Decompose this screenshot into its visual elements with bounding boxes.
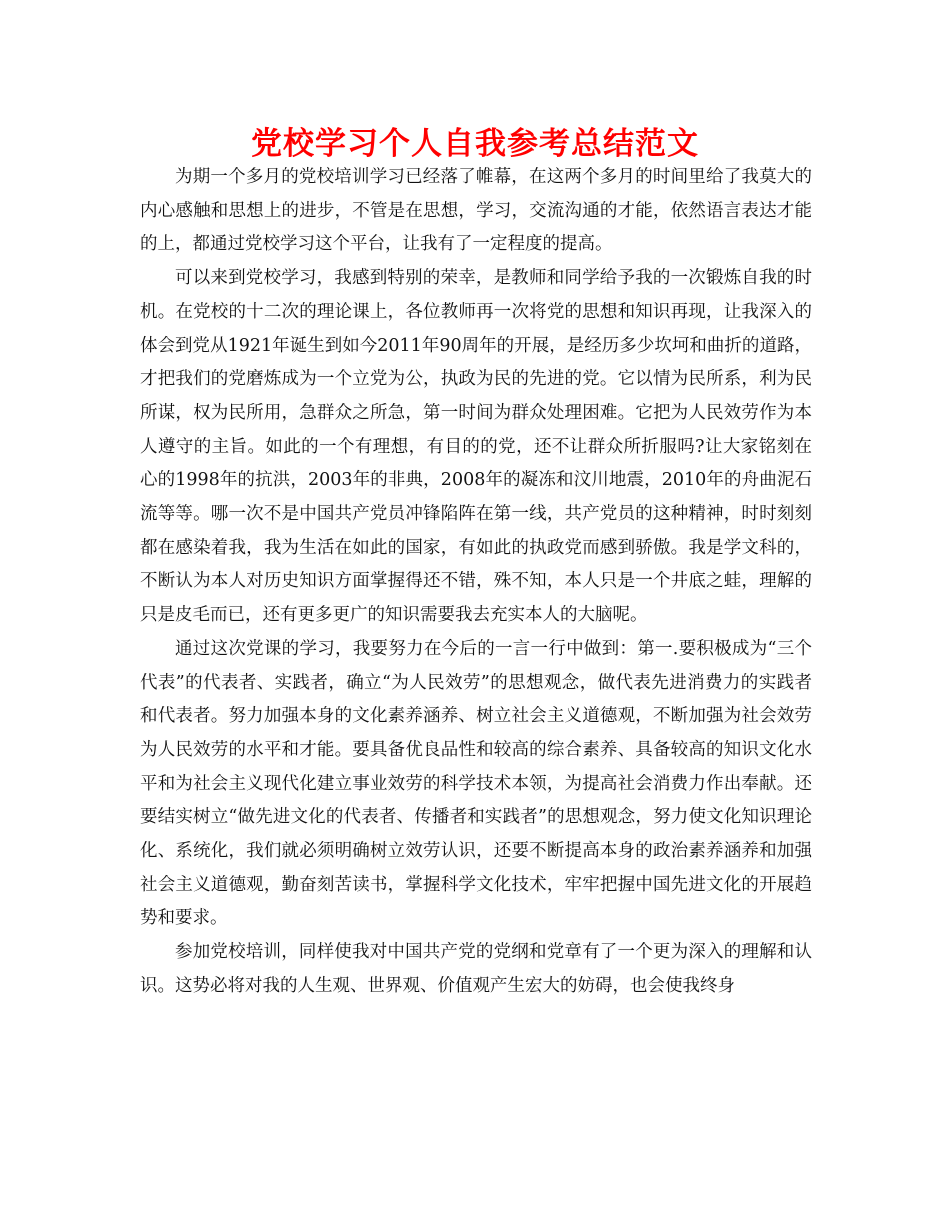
paragraph: 为期一个多月的党校培训学习已经落了帷幕，在这两个多月的时间里给了我莫大的内心感触和思想上的进步，不管是在思想，学习，交流沟通的才能，依然语言表达才能的上，都通过党校学习这个平台，让我有了一定程度的提高。 xyxy=(140,167,812,255)
paragraph: 可以来到党校学习，我感到特别的荣幸，是教师和同学给予我的一次锻炼自我的时机。在党校的十二次的理论课上，各位教师再一次将党的思想和知识再现，让我深入的体会到党从1921年诞生到如今2011年90周年的开展，是经历多少坎坷和曲折的道路，才把我们的党磨炼成为一个立党为公，执政为民的先进的党。它以情为民所系，利为民所谋，权为民所用，急群众之所急，第一时间为群众处理困难。它把为人民效劳作为本人遵守的主旨。如此的一个有理想，有目的的党，还不让群众所折服吗?让大家铭刻在心的1998年的抗洪，2003年的非典，2008年的凝冻和汶川地震，2010年的舟曲泥石流等等。哪一次不是中国共产党员冲锋陷阵在第一线，共产党员的这种精神，时时刻刻都在感染着我，我为生活在如此的国家，有如此的执政党而感到骄傲。我是学文科的，不断认为本人对历史知识方面掌握得还不错，殊不知，本人只是一个井底之蛙，理解的只是皮毛而已，还有更多更广的知识需要我去充实本人的大脑呢。 xyxy=(140,268,812,626)
document-body xyxy=(140,161,812,1004)
document-title: 党校学习个人自我参考总结范文 xyxy=(251,126,699,162)
paragraph: 参加党校培训，同样使我对中国共产党的党纲和党章有了一个更为深入的理解和认识。这势必将对我的人生观、世界观、价值观产生宏大的妨碍，也会使我终身 xyxy=(140,942,812,996)
paragraph: 通过这次党课的学习，我要努力在今后的一言一行中做到：第一.要积极成为“三个代表”的代表者、实践者，确立“为人民效劳”的思想观念，做代表先进消费力的实践者和代表者。努力加强本身的文化素养涵养、树立社会主义道德观，不断加强为社会效劳为人民效劳的水平和才能。要具备优良品性和较高的综合素养、具备较高的知识文化水平和为社会主义现代化建立事业效劳的科学技术本领，为提高社会消费力作出奉献。还要结实树立“做先进文化的代表者、传播者和实践者”的思想观念，努力使文化知识理论化、系统化，我们就必须明确树立效劳认识，还要不断提高本身的政治素养涵养和加强社会主义道德观，勤奋刻苦读书，掌握科学文化技术，牢牢把握中国先进文化的开展趋势和要求。 xyxy=(140,638,812,929)
